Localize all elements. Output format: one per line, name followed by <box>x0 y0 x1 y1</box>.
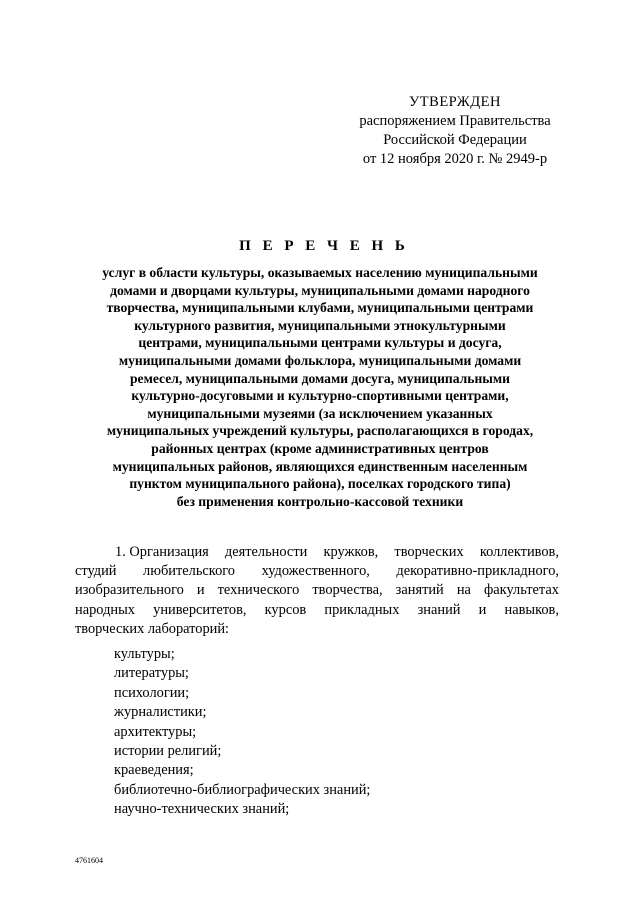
word: изобразительного <box>75 582 184 599</box>
subtitle-line: без применения контрольно-кассовой техники <box>176 493 464 509</box>
document-subtitle <box>60 264 580 510</box>
word: декоративно-прикладного, <box>396 563 559 580</box>
word: 1. Организация <box>115 544 209 560</box>
subtitle-line: ремесел, муниципальными домами досуга, муниципальными <box>129 370 511 386</box>
word: и <box>196 582 205 599</box>
subtitle-line: муниципальными домами фольклора, муниципальными домами <box>118 352 522 368</box>
approval-line: распоряжением Правительства <box>359 113 551 129</box>
approval-block <box>330 93 580 169</box>
subtitle-line: домами и дворцами культуры, муниципальными домами народного <box>110 282 530 298</box>
subtitle-line: культурно-досуговыми и культурно-спортивными центрами, <box>131 388 509 404</box>
paragraph-1 <box>75 543 559 639</box>
subtitle-line: творчества, муниципальными клубами, муниципальными центрами <box>106 300 534 316</box>
paragraph-line <box>75 581 559 600</box>
paragraph-line <box>75 543 559 562</box>
word: студий <box>75 563 117 580</box>
word: занятий <box>395 582 444 599</box>
word: народных <box>75 601 135 618</box>
subtitle-line: муниципальными музеями (за исключением указанных <box>147 405 493 421</box>
word: технического <box>217 582 300 599</box>
word: факультетах <box>483 582 559 599</box>
word: навыков, <box>504 601 559 618</box>
subtitle-line: культурного развития, муниципальными этнокультурными <box>134 317 506 333</box>
subtitle-line: муниципальных районов, являющихся единственным населенным <box>112 458 528 474</box>
list-item: библиотечно-библиографических знаний; <box>114 781 371 798</box>
list-item: культуры; <box>114 646 175 662</box>
approval-title: УТВЕРЖДЕН <box>409 94 501 110</box>
list-item: архитектуры; <box>114 723 197 740</box>
document-title: П Е Р Е Ч Е Н Ь <box>239 238 409 254</box>
word: коллективов, <box>479 544 559 560</box>
word: на <box>456 582 471 599</box>
word: знаний <box>417 601 461 618</box>
word: творчества, <box>312 582 383 599</box>
word: любительского <box>143 563 236 580</box>
word: кружков, <box>323 544 379 560</box>
list-item: психологии; <box>114 684 190 701</box>
word: художественного, <box>261 563 370 580</box>
word: и <box>478 601 487 618</box>
word: деятельности <box>224 544 308 560</box>
topics-list <box>114 645 370 820</box>
word: курсов <box>264 601 307 618</box>
document-code: 4761604 <box>75 856 103 865</box>
subtitle-line: районных центрах (кроме административных центров <box>151 440 489 456</box>
paragraph-line <box>75 601 559 620</box>
approval-line: Российской Федерации <box>383 132 527 148</box>
word: творческих <box>394 544 464 560</box>
paragraph-line <box>75 620 559 639</box>
subtitle-line: центрами, муниципальными центрами культуры и досуга, <box>138 335 502 351</box>
list-item: литературы; <box>114 665 189 682</box>
word: университетов, <box>153 601 247 618</box>
paragraph-line <box>75 562 559 581</box>
subtitle-line: муниципальных учреждений культуры, располагающихся в городах, <box>106 423 534 439</box>
word: прикладных <box>324 601 400 618</box>
list-item: журналистики; <box>114 704 207 721</box>
list-item: краеведения; <box>114 762 194 779</box>
subtitle-line: услуг в области культуры, оказываемых населению муниципальными <box>102 265 538 280</box>
approval-line: от 12 ноября 2020 г. № 2949-р <box>362 151 548 167</box>
list-item: научно-технических знаний; <box>114 801 290 818</box>
list-item: истории религий; <box>114 743 222 760</box>
word: творческих лабораторий: <box>75 620 230 637</box>
subtitle-line: пунктом муниципального района), поселках городского типа) <box>129 476 511 492</box>
